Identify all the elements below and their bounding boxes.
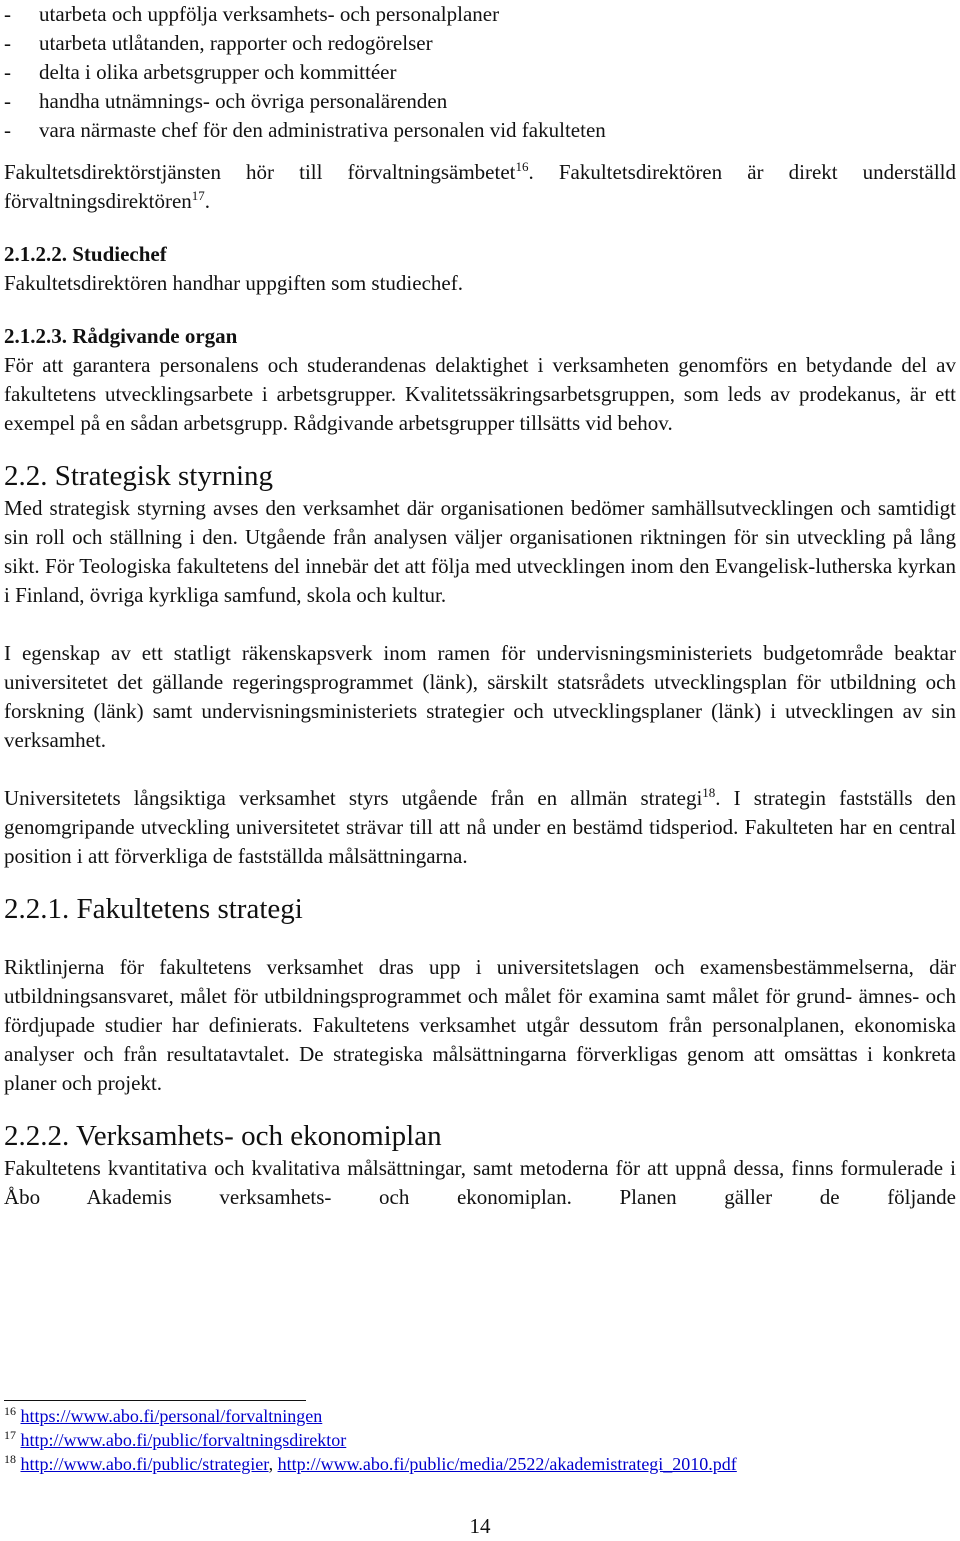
footnote-link[interactable]: http://www.abo.fi/public/forvaltningsdirektor bbox=[20, 1430, 347, 1450]
paragraph-strategisk-1: Med strategisk styrning avses den verksamhet där organisationen bedömer samhällsutvecklingen och samtidigt sin roll och ställning i den. Utgående från analysen väljer organisationen riktningen för sin utveckling på lång sikt. För Teologiska fakultetens del innebär det att följa med utvecklingen inom den Evangelisk-lutherska kyrkan i Finland, övriga kyrkliga samfund, skola och kultur. bbox=[4, 496, 956, 607]
bullet-marker: - bbox=[4, 31, 11, 55]
list-item bbox=[4, 116, 956, 145]
text-span: . Fakultetsdirektören är direkt underställd förvaltningsdirektören bbox=[4, 160, 956, 213]
heading-studiechef: 2.1.2.2. Studiechef bbox=[4, 242, 167, 266]
paragraph-strategisk-3 bbox=[4, 784, 956, 871]
bullet-marker: - bbox=[4, 118, 11, 142]
list-item bbox=[4, 0, 956, 29]
footnote-ref-17[interactable]: 17 bbox=[191, 188, 205, 203]
page-number: 14 bbox=[469, 1514, 491, 1538]
footnote-link[interactable]: http://www.abo.fi/public/media/2522/akademistrategi_2010.pdf bbox=[277, 1454, 737, 1474]
bullet-marker: - bbox=[4, 89, 11, 113]
footnote-number: 18 bbox=[4, 1452, 16, 1466]
bullet-marker: - bbox=[4, 60, 11, 84]
bullet-marker: - bbox=[4, 2, 11, 26]
list-item-text: vara närmaste chef för den administrativa personalen vid fakulteten bbox=[39, 118, 606, 142]
footnote-link[interactable]: http://www.abo.fi/public/strategier bbox=[20, 1454, 269, 1474]
paragraph-fakultetens-strategi: Riktlinjerna för fakultetens verksamhet dras upp i universitetslagen och examensbestämmelserna, där utbildningsansvaret, målet för utbildningsprogrammet och målet för examina samt målet för grund- ämnes- och fördjupade studier har definierats. Fakultetens verksamhet utgår dessutom från personalplanen, ekonomiska analyser och från resultatavtalet. De strategiska målsättningarna förverkligas genom att omsättas i konkreta planer och projekt. bbox=[4, 955, 956, 1095]
footnote-ref-18[interactable]: 18 bbox=[702, 785, 716, 800]
footnote-ref-16[interactable]: 16 bbox=[515, 159, 529, 174]
paragraph-radgivande-organ: För att garantera personalens och studerandenas delaktighet i verksamheten genomförs en betydande del av fakultetens utvecklingsarbete i arbetsgrupper. Kvalitetssäkringsarbetsgruppen, som leds av prodekanus, är ett exempel på en sådan arbetsgrupp. Rådgivande arbetsgrupper tillsätts vid behov. bbox=[4, 353, 956, 435]
heading-radgivande-organ: 2.1.2.3. Rådgivande organ bbox=[4, 324, 238, 348]
list-item-text: delta i olika arbetsgrupper och kommittéer bbox=[39, 60, 397, 84]
list-item-text: utarbeta och uppföljа verksamhets- och personalplaner bbox=[39, 2, 500, 26]
text-span: . bbox=[204, 189, 211, 213]
paragraph-strategisk-2: I egenskap av ett statligt räkenskapsverk inom ramen för undervisningsministeriets budgetområde beaktar universitetet det gällande regeringsprogrammet (länk), särskilt statsrådets utvecklingsplan för utbildning och forskning (länk) samt undervisningsministeriets strategier och utvecklingsplaner (länk) i utvecklingen av sin verksamhet. bbox=[4, 641, 956, 752]
heading-verksamhets-ekonomiplan: 2.2.2. Verksamhets- och ekonomiplan bbox=[4, 1120, 442, 1152]
document-page bbox=[4, 0, 956, 1212]
footnote-number: 17 bbox=[4, 1428, 16, 1442]
task-list bbox=[4, 0, 956, 145]
footnote-18 bbox=[4, 1452, 956, 1476]
text-span: Universitetets långsiktiga verksamhet styrs utgående från en allmän strategi bbox=[4, 786, 703, 810]
list-item-text: handha utnämnings- och övriga personalärenden bbox=[39, 89, 448, 113]
text-span: . I strategin fastställs den genomgripande utveckling universitetet strävar till att nå under en bestämd tidsperiod. Fakulteten har en central position i att förverkliga de fastställda målsättningarna. bbox=[4, 786, 956, 868]
paragraph-verksamhets-ekonomiplan: Fakultetens kvantitativa och kvalitativa målsättningar, samt metoderna för att uppnå dessa, finns formulerade i Åbo Akademis verksamhets- och ekonomiplan. Planen gäller de följande bbox=[4, 1156, 956, 1209]
footnote-16 bbox=[4, 1404, 956, 1428]
list-item bbox=[4, 58, 956, 87]
footnote-17 bbox=[4, 1428, 956, 1452]
heading-fakultetens-strategi: 2.2.1. Fakultetens strategi bbox=[4, 893, 303, 925]
paragraph-studiechef: Fakultetsdirektören handhar uppgiften som studiechef. bbox=[4, 271, 463, 295]
footnotes bbox=[4, 1394, 956, 1476]
list-item-text: utarbeta utlåtanden, rapporter och redogörelser bbox=[39, 31, 433, 55]
text-span: Fakultetsdirektörstjänsten hör till förvaltningsämbetet bbox=[4, 160, 516, 184]
footnote-number: 16 bbox=[4, 1404, 16, 1418]
paragraph-fakultetsdirektor bbox=[4, 158, 956, 216]
list-item bbox=[4, 87, 956, 116]
list-item bbox=[4, 29, 956, 58]
heading-strategisk-styrning: 2.2. Strategisk styrning bbox=[4, 460, 274, 492]
footnote-separator-text: , bbox=[268, 1454, 278, 1474]
footnote-link[interactable]: https://www.abo.fi/personal/forvaltningen bbox=[20, 1406, 323, 1426]
